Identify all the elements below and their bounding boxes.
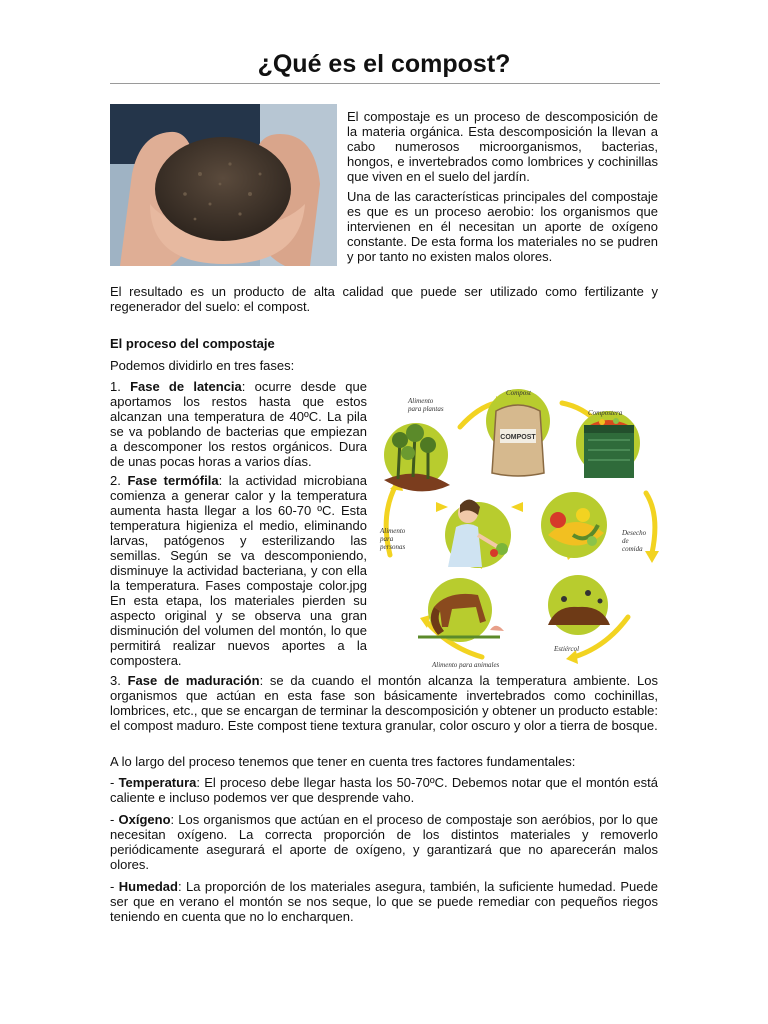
factor-prefix: - <box>110 879 119 894</box>
phase-3-number: 3. <box>110 673 121 688</box>
factor-name: Temperatura <box>118 775 197 790</box>
phase-2-text: : la actividad microbiana comienza a generar calor y la temperatura aumenta hasta llegar a los 60-70 ºC. Esta temperatura higieniza el medio, eliminando larvas, patógenos y esterilizando las semillas. Según se va descomponiendo, disminuye la actividad bacteriana, y con ella la temperatura. Fases compostaje color.jpg En esta etapa, los materiales pierden su aspecto original y se observa una gran disminución del volumen del montón, lo que permitirá realizar nuevos aportes a la compostera. <box>110 473 367 668</box>
phase-1-paragraph <box>110 379 367 469</box>
factor-prefix: - <box>110 812 119 827</box>
label-compost: Compost <box>506 389 531 397</box>
phase-2-number: 2. <box>110 473 121 488</box>
circle-manure <box>548 575 608 635</box>
factor-text: : El proceso debe llegar hasta los 50-70ºC. Debemos notar que el montón está caliente e incluso podemos ver que desprende vaho. <box>110 775 659 805</box>
factor-name: Humedad <box>118 879 178 894</box>
label-estiercol: Estiércol <box>554 645 580 653</box>
label-desecho-2: de <box>622 537 629 545</box>
factor-humedad <box>110 879 658 924</box>
factor-text: : La proporción de los materiales asegura, también, la suficiente humedad. Puede ser que en verano el montón se nos seque, lo que se puede remediar con pequeños riegos teniendo en cuenta que no lo encharquen. <box>110 879 658 924</box>
compostera-illustration <box>584 418 634 478</box>
phase-3-text: : se da cuando el montón alcanza la temperatura ambiente. Los organismos que actúan en esta fase son básicamente invertebrados como cochinillas, lombrices, etc., que se encargan de terminar la descomposición y obtener un producto estable: el compost maduro. Este compost tiene textura granular, color oscuro y olor a tierra de bosque. <box>110 673 658 733</box>
label-alimento-personas-3: personas <box>380 543 406 551</box>
phase-2-paragraph <box>110 473 367 668</box>
phase-1-number: 1. <box>110 379 121 394</box>
svg-text:COMPOST: COMPOST <box>500 434 536 441</box>
process-heading: El proceso del compostaje <box>110 336 275 351</box>
label-alimento-animales: Alimento para animales <box>432 661 500 669</box>
phase-2-name: Fase termófila <box>127 473 219 488</box>
process-lead: Podemos dividirlo en tres fases: <box>110 358 295 373</box>
label-alimento-plantas-2: para plantas <box>408 405 444 413</box>
compost-cycle-diagram <box>378 385 660 672</box>
intro-paragraph-3: El resultado es un producto de alta calidad que puede ser utilizado como fertilizante y regenerador del suelo: el compost. <box>110 284 658 314</box>
label-desecho: Desecho <box>622 529 647 537</box>
label-alimento-plantas: Alimento <box>408 397 434 405</box>
label-compostera: Compostera <box>588 409 623 417</box>
compost-hands-photo <box>110 104 337 266</box>
page-title: ¿Qué es el compost? <box>257 50 511 78</box>
phase-3-paragraph <box>110 673 658 733</box>
title-divider <box>110 83 660 84</box>
factors-lead: A lo largo del proceso tenemos que tener en cuenta tres factores fundamentales: <box>110 754 576 769</box>
label-alimento-personas: Alimento <box>380 527 406 535</box>
phase-1-text: : ocurre desde que aportamos los restos hasta que estos alcanzan una temperatura de 40ºC. La pila se va poblando de bacterias que empiezan a descomponer los restos orgánicos. Dura de unas pocas horas a varios días. <box>110 379 367 469</box>
factor-oxigeno <box>110 812 658 872</box>
intro-paragraph-1: El compostaje es un proceso de descomposición de la materia orgánica. Esta descomposición la llevan a cabo numerosos microorganismos, bacterias, hongos, e invertebrados como lombrices y cochinillas que viven en el suelo del jardín. <box>347 109 658 184</box>
phase-3-name: Fase de maduración <box>127 673 260 688</box>
factor-prefix: - <box>110 775 119 790</box>
label-desecho-3: comida <box>622 545 643 553</box>
factor-name: Oxígeno <box>118 812 171 827</box>
compost-bag-illustration <box>492 405 544 476</box>
factor-temperatura <box>110 775 658 805</box>
label-alimento-personas-2: para <box>380 535 394 543</box>
phase-1-name: Fase de latencia <box>130 379 242 394</box>
factor-text: : Los organismos que actúan en el proceso de compostaje son aeróbios, por lo que necesitan oxígeno. La correcta proporción de los distintos materiales y removerlo periódicamente asegurará el aporte de oxígeno, y garantizará que no aparecerán malos olores. <box>110 812 659 872</box>
intro-paragraph-2: Una de las características principales del compostaje es que es un proceso aerobio: los organismos que intervienen en él necesitan un aporte de oxígeno constante. De esta forma los materiales no se pudren y por tanto no existen malos olores. <box>347 189 658 264</box>
